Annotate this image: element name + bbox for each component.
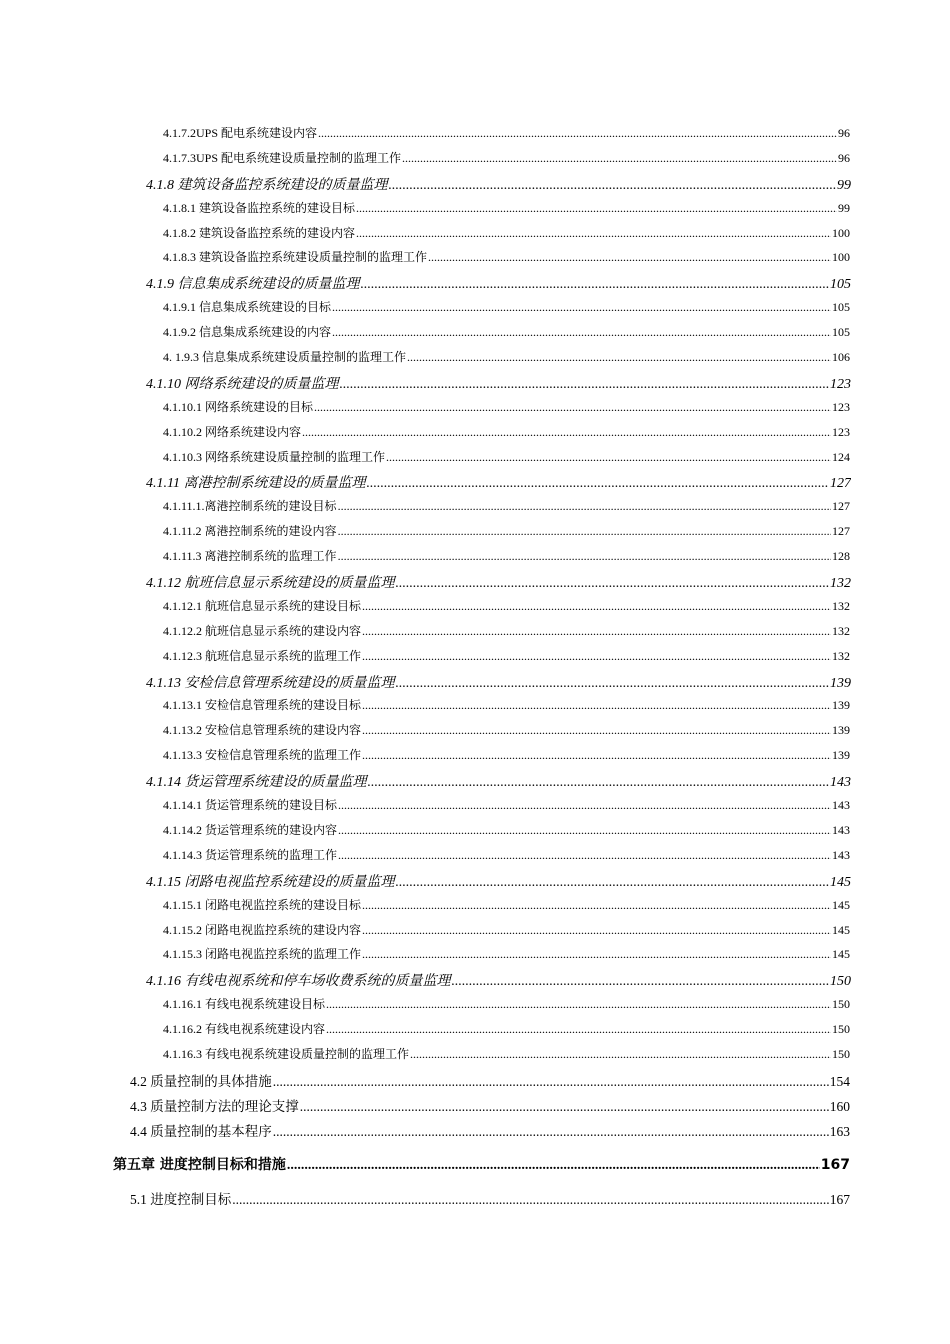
- toc-entry-label: 5.1 进度控制目标: [130, 1191, 232, 1207]
- toc-entry[interactable]: [163, 622, 850, 647]
- toc-dot-leader: [362, 649, 831, 664]
- toc-entry-label: 4.1.14 货运管理系统建设的质量监理: [146, 775, 367, 791]
- toc-entry-page-number: 145: [832, 922, 850, 937]
- toc-dot-leader: [338, 499, 831, 514]
- toc-entry-label: 4.1.10.1 网络系统建设的目标: [163, 399, 314, 414]
- toc-entry[interactable]: [163, 224, 850, 249]
- toc-dot-leader: [361, 277, 830, 293]
- toc-dot-leader: [362, 923, 831, 938]
- toc-dot-leader: [338, 848, 831, 863]
- toc-entry[interactable]: [163, 248, 850, 273]
- toc-entry[interactable]: [163, 821, 850, 846]
- toc-entry[interactable]: [163, 696, 850, 721]
- toc-dot-leader: [362, 698, 831, 713]
- toc-entry-label: 4.1.13.1 安检信息管理系统的建设目标: [163, 698, 362, 713]
- toc-entry-label: 4. 1.9.3 信息集成系统建设质量控制的监理工作: [163, 350, 407, 365]
- toc-entry-page-number: 145: [830, 874, 851, 890]
- toc-dot-leader: [300, 1099, 829, 1115]
- toc-dot-leader: [338, 524, 831, 539]
- toc-entry-label: 4.1.13.3 安检信息管理系统的监理工作: [163, 748, 362, 763]
- toc-entry-label: 4.1.8.2 建筑设备监控系统的建设内容: [163, 225, 356, 240]
- toc-dot-leader: [396, 875, 830, 891]
- toc-entry[interactable]: [163, 522, 850, 547]
- toc-entry-label: 4.1.13 安检信息管理系统建设的质量监理: [146, 675, 395, 691]
- toc-entry-label: 4.1.12.2 航班信息显示系统的建设内容: [163, 623, 362, 638]
- toc-entry-page-number: 160: [829, 1098, 850, 1114]
- toc-entry[interactable]: [163, 945, 850, 970]
- toc-entry[interactable]: [163, 348, 850, 373]
- toc-entry-label: 4.1.13.2 安检信息管理系统的建设内容: [163, 723, 362, 738]
- toc-dot-leader: [340, 377, 830, 393]
- toc-dot-leader: [273, 1124, 829, 1140]
- toc-entry-label: 4.1.15 闭路电视监控系统建设的质量监理: [146, 874, 395, 890]
- toc-entry[interactable]: [146, 970, 851, 995]
- toc-dot-leader: [362, 599, 831, 614]
- toc-entry[interactable]: [163, 547, 850, 572]
- toc-entry-label: 4.1.11.1.离港控制系统的建设目标: [163, 499, 337, 514]
- toc-entry-label: 4.2 质量控制的具体措施: [130, 1073, 272, 1089]
- toc-entry-label: 第五章 进度控制目标和措施: [113, 1156, 286, 1173]
- toc-entry-page-number: 139: [830, 675, 851, 691]
- toc-entry-label: 4.1.7.3UPS 配电系统建设质量控制的监理工作: [163, 150, 402, 165]
- toc-entry[interactable]: [146, 672, 851, 697]
- toc-entry-label: 4.1.15.2 闭路电视监控系统的建设内容: [163, 922, 362, 937]
- toc-entry-page-number: 139: [832, 723, 850, 738]
- toc-entry-label: 4.3 质量控制方法的理论支撑: [130, 1098, 299, 1114]
- toc-dot-leader: [338, 798, 831, 813]
- toc-entry-page-number: 132: [832, 623, 850, 638]
- toc-dot-leader: [273, 1074, 829, 1090]
- toc-entry-page-number: 145: [832, 897, 850, 912]
- toc-entry[interactable]: [163, 298, 850, 323]
- toc-entry[interactable]: [163, 1020, 850, 1045]
- toc-entry-page-number: 123: [832, 399, 850, 414]
- toc-entry[interactable]: [163, 323, 850, 348]
- toc-dot-leader: [338, 549, 831, 564]
- toc-entry-page-number: 132: [832, 648, 850, 663]
- toc-entry[interactable]: [146, 472, 851, 497]
- toc-entry[interactable]: [163, 199, 850, 224]
- toc-entry[interactable]: [130, 1188, 850, 1213]
- toc-entry-page-number: 105: [832, 300, 850, 315]
- toc-dot-leader: [362, 898, 831, 913]
- toc-entry-page-number: 139: [832, 748, 850, 763]
- toc-entry-label: 4.1.10.3 网络系统建设质量控制的监理工作: [163, 449, 386, 464]
- toc-entry[interactable]: [163, 995, 850, 1020]
- toc-entry[interactable]: [146, 572, 851, 597]
- toc-entry[interactable]: [163, 721, 850, 746]
- toc-entry-label: 4.4 质量控制的基本程序: [130, 1123, 272, 1139]
- toc-dot-leader: [326, 997, 831, 1012]
- toc-entry[interactable]: [130, 1070, 850, 1095]
- toc-entry[interactable]: [163, 796, 850, 821]
- toc-entry[interactable]: [130, 1095, 850, 1120]
- toc-dot-leader: [368, 775, 830, 791]
- toc-entry-label: 4.1.16.3 有线电视系统建设质量控制的监理工作: [163, 1046, 410, 1061]
- toc-entry-page-number: 106: [832, 350, 850, 365]
- toc-entry-page-number: 96: [838, 150, 850, 165]
- toc-entry[interactable]: [163, 497, 850, 522]
- toc-entry-label: 4.1.15.1 闭路电视监控系统的建设目标: [163, 897, 362, 912]
- toc-entry-label: 4.1.7.2UPS 配电系统建设内容: [163, 126, 318, 140]
- toc-entry[interactable]: [146, 871, 851, 896]
- toc-entry-page-number: 150: [830, 974, 851, 990]
- toc-dot-leader: [428, 250, 831, 265]
- toc-dot-leader: [287, 1158, 820, 1174]
- toc-dot-leader: [318, 126, 837, 141]
- toc-entry[interactable]: [113, 1154, 850, 1188]
- toc-entry-label: 4.1.11.3 离港控制系统的监理工作: [163, 549, 337, 564]
- toc-entry[interactable]: [163, 448, 850, 473]
- toc-entry-page-number: 143: [832, 847, 850, 862]
- toc-entry-label: 4.1.11 离港控制系统建设的质量监理: [146, 476, 366, 492]
- toc-entry[interactable]: [163, 597, 850, 622]
- toc-entry-page-number: 127: [830, 476, 851, 492]
- toc-dot-leader: [402, 151, 837, 166]
- toc-dot-leader: [338, 823, 831, 838]
- toc-entry-page-number: 99: [837, 177, 851, 193]
- toc-dot-leader: [362, 723, 831, 738]
- toc-entry-label: 4.1.8 建筑设备监控系统建设的质量监理: [146, 177, 388, 193]
- toc-entry[interactable]: [130, 1120, 850, 1145]
- toc-entry-label: 4.1.12.1 航班信息显示系统的建设目标: [163, 598, 362, 613]
- toc-entry-label: 4.1.15.3 闭路电视监控系统的监理工作: [163, 947, 362, 962]
- toc-dot-leader: [232, 1192, 829, 1208]
- toc-entry-page-number: 127: [832, 499, 850, 514]
- toc-entry-page-number: 139: [832, 698, 850, 713]
- toc-entry[interactable]: [163, 423, 850, 448]
- toc-dot-leader: [332, 300, 831, 315]
- toc-entry-page-number: 124: [832, 449, 850, 464]
- toc-entry-page-number: 167: [820, 1156, 850, 1173]
- toc-entry-label: 4.1.9.2 信息集成系统建设的内容: [163, 325, 332, 340]
- toc-entry[interactable]: [146, 373, 851, 398]
- toc-entry-page-number: 150: [832, 1046, 850, 1061]
- table-of-contents: [0, 124, 950, 1213]
- toc-dot-leader: [362, 624, 831, 639]
- toc-entry-page-number: 150: [832, 1022, 850, 1037]
- toc-entry-label: 4.1.11.2 离港控制系统的建设内容: [163, 524, 337, 539]
- toc-dot-leader: [332, 325, 831, 340]
- toc-dot-leader: [362, 748, 831, 763]
- toc-dot-leader: [356, 226, 831, 241]
- toc-entry-label: 4.1.14.1 货运管理系统的建设目标: [163, 798, 338, 813]
- toc-entry-page-number: 167: [829, 1191, 850, 1207]
- toc-entry-page-number: 132: [832, 598, 850, 613]
- toc-dot-leader: [407, 350, 831, 365]
- toc-entry-page-number: 99: [838, 200, 850, 215]
- toc-entry-page-number: 123: [832, 424, 850, 439]
- toc-entry-label: 4.1.16.1 有线电视系统建设目标: [163, 997, 326, 1012]
- toc-entry-label: 4.1.10 网络系统建设的质量监理: [146, 376, 339, 392]
- toc-entry-label: 4.1.12 航班信息显示系统建设的质量监理: [146, 576, 395, 592]
- toc-entry-page-number: 143: [832, 822, 850, 837]
- toc-dot-leader: [356, 201, 837, 216]
- toc-entry[interactable]: [163, 746, 850, 771]
- toc-entry[interactable]: [163, 896, 850, 921]
- toc-entry[interactable]: [163, 921, 850, 946]
- toc-dot-leader: [362, 947, 831, 962]
- toc-entry-label: 4.1.14.2 货运管理系统的建设内容: [163, 822, 338, 837]
- toc-entry-label: 4.1.9 信息集成系统建设的质量监理: [146, 277, 360, 293]
- toc-entry-page-number: 145: [832, 947, 850, 962]
- toc-entry-label: 4.1.12.3 航班信息显示系统的监理工作: [163, 648, 362, 663]
- toc-entry-page-number: 123: [830, 376, 851, 392]
- toc-dot-leader: [386, 450, 831, 465]
- toc-entry-page-number: 128: [832, 549, 850, 564]
- toc-entry[interactable]: [163, 398, 850, 423]
- toc-entry-label: 4.1.10.2 网络系统建设内容: [163, 424, 302, 439]
- toc-entry-page-number: 127: [832, 524, 850, 539]
- toc-entry[interactable]: [146, 273, 851, 298]
- toc-dot-leader: [314, 400, 831, 415]
- toc-entry-label: 4.1.8.3 建筑设备监控系统建设质量控制的监理工作: [163, 250, 428, 265]
- toc-entry-label: 4.1.8.1 建筑设备监控系统的建设目标: [163, 200, 356, 215]
- toc-entry[interactable]: [146, 174, 851, 199]
- toc-entry[interactable]: [163, 124, 850, 149]
- toc-dot-leader: [410, 1047, 831, 1062]
- toc-dot-leader: [302, 425, 831, 440]
- toc-entry-page-number: 96: [838, 126, 850, 140]
- toc-entry-page-number: 100: [832, 250, 850, 265]
- toc-dot-leader: [389, 178, 837, 194]
- toc-entry[interactable]: [163, 1045, 850, 1070]
- toc-dot-leader: [396, 576, 830, 592]
- toc-entry-label: 4.1.16.2 有线电视系统建设内容: [163, 1022, 326, 1037]
- toc-entry[interactable]: [163, 846, 850, 871]
- toc-entry-page-number: 143: [832, 798, 850, 813]
- toc-entry-label: 4.1.14.3 货运管理系统的监理工作: [163, 847, 338, 862]
- toc-entry-page-number: 143: [830, 775, 851, 791]
- toc-entry-page-number: 154: [829, 1073, 850, 1089]
- toc-dot-leader: [366, 476, 829, 492]
- toc-entry-label: 4.1.9.1 信息集成系统建设的目标: [163, 300, 332, 315]
- toc-entry[interactable]: [163, 647, 850, 672]
- toc-dot-leader: [396, 676, 830, 692]
- toc-entry[interactable]: [163, 149, 850, 174]
- toc-entry-page-number: 150: [832, 997, 850, 1012]
- toc-entry-label: 4.1.16 有线电视系统和停车场收费系统的质量监理: [146, 974, 451, 990]
- toc-entry-page-number: 132: [830, 576, 851, 592]
- toc-dot-leader: [326, 1022, 831, 1037]
- toc-dot-leader: [452, 974, 830, 990]
- toc-entry[interactable]: [146, 771, 851, 796]
- toc-entry-page-number: 163: [829, 1123, 850, 1139]
- toc-entry-page-number: 105: [832, 325, 850, 340]
- toc-entry-page-number: 100: [832, 225, 850, 240]
- toc-entry-page-number: 105: [830, 277, 851, 293]
